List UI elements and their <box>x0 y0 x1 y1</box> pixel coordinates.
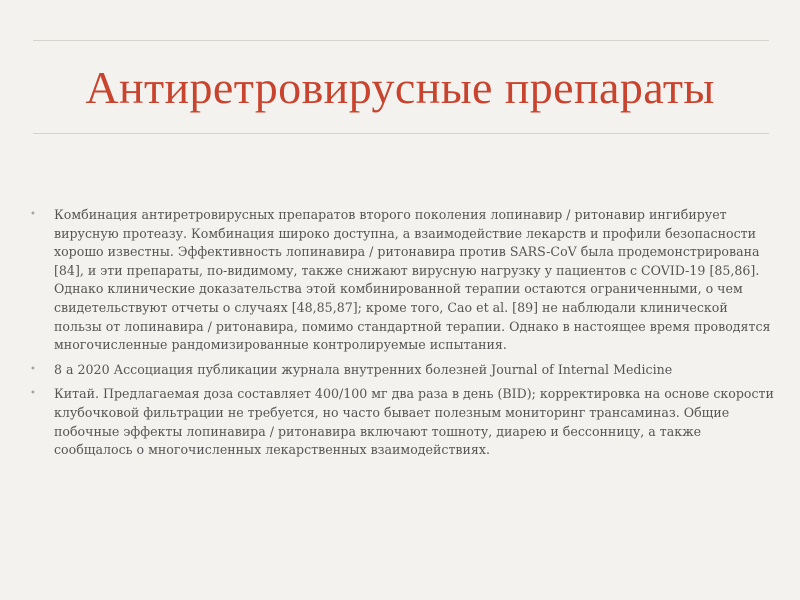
bullet-text: Китай. Предлагаемая доза составляет 400/100 мг два раза в день (BID); корректировка на основе скорости клубочковой фильтрации не требуется, но часто бывает полезным мониторинг трансаминаз. Общие побочные эффекты лопинавира / ритонавира включают тошноту, диарею и бессонницу, а также сообщалось о многочисленных лекарственных взаимодействиях. <box>54 386 774 458</box>
bullet-dot-icon: • <box>30 363 36 375</box>
bullet-text: Комбинация антиретровирусных препаратов второго поколения лопинавир / ритонавир ингибирует вирусную протеазу. Комбинация широко доступна, а взаимодействие лекарств и профили безопасности хорошо известны. Эффективность лопинавира / ритонавира против SARS-CoV была продемонстрирована [84], и эти препараты, по-видимому, также снижают вирусную нагрузку у пациентов с COVID-19 [85,86]. Однако клинические доказательства этой комбинированной терапии остаются ограниченными, о чем свидетельствуют отчеты о случаях [48,85,87]; кроме того, Cao et al. [89] не наблюдали клинической пользы от лопинавира / ритонавира, помимо стандартной терапии. Однако в настоящее время проводятся многочисленные рандомизированные контролируемые испытания. <box>54 207 771 353</box>
bullet-item-lopinavir-overview <box>30 206 775 355</box>
bullet-list <box>30 206 775 466</box>
bullet-text: 8 а 2020 Ассоциация публикации журнала внутренних болезней Journal of Internal Medicine <box>54 361 673 377</box>
bullet-item-journal-credit <box>30 361 775 380</box>
bullet-dot-icon: • <box>30 388 36 400</box>
bullet-dot-icon: • <box>30 209 36 220</box>
top-divider <box>33 40 769 41</box>
title-divider <box>33 133 769 134</box>
slide-title: Антиретровирусные препараты <box>85 62 715 113</box>
bullet-item-dosage <box>30 385 775 459</box>
